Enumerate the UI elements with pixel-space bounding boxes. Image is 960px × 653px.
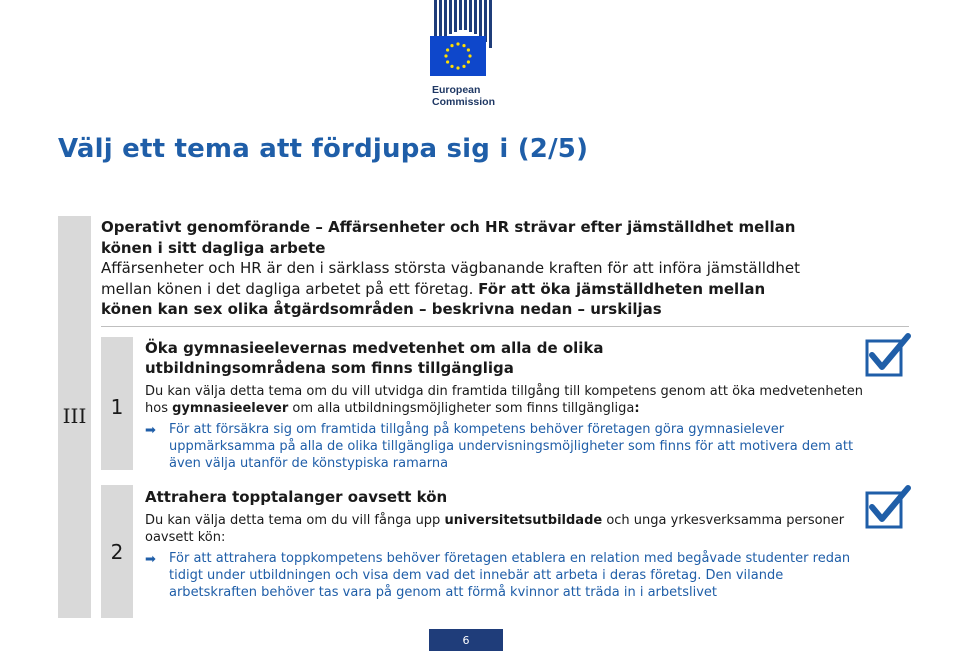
theme-item — [145, 338, 865, 472]
page-title: Välj ett tema att fördjupa sig i (2/5) — [58, 134, 589, 164]
item-title: Attrahera topptalanger oavsett kön — [145, 488, 448, 506]
section-numeral: III — [62, 404, 87, 428]
page-number: 6 — [429, 629, 503, 651]
theme-item — [145, 487, 865, 601]
intro-body-line1: Affärsenheter och HR är den i särklass största vägbanande kraften för att införa jämställdhet — [101, 259, 801, 277]
item-body: Du kan välja detta tema om du vill utvidga din framtida tillgång till kompetens genom att öka medvetenheten hos gymnasieelever om alla utbildningsmöjligheter som finns tillgängliga: — [145, 384, 863, 416]
arrow-right-icon: ➡ — [145, 423, 156, 438]
item-number: 2 — [110, 540, 124, 564]
intro-heading-line1: Operativt genomförande – Affärsenheter och HR strävar efter jämställdhet mellan — [101, 218, 796, 236]
item-title: Öka gymnasieelevernas medvetenhet om alla de olika utbildningsområdena som finns tillgängliga — [145, 339, 604, 377]
arrow-right-icon: ➡ — [145, 552, 156, 567]
item-bullet: ➡ För att försäkra sig om framtida tillgång på kompetens behöver företagen göra gymnasielever uppmärksamma på alla de olika tillgängliga undervisningsmöjligheter som finns för att motivera dem att även välja utanför de könstypiska ramarna — [145, 422, 854, 471]
item-bullet: ➡ För att attrahera toppkompetens behöver företagen etablera en relation med begåvade studenter redan tidigt under utbildningen och visa dem vad det innebär att arbeta i deras företag. Den vilande arbetskraften behöver tas vara på genom att förmå kvinnor att träda in i arbetslivet — [145, 551, 851, 600]
intro-body-line3: könen kan sex olika åtgärdsområden – beskrivna nedan – urskiljas — [101, 300, 662, 318]
intro-body-line2: mellan könen i det dagliga arbetet på ett företag. För att öka jämställdheten mellan — [101, 279, 766, 298]
item-body: Du kan välja detta tema om du vill fånga upp universitetsutbildade och unga yrkesverksamma personer oavsett kön: — [145, 513, 845, 545]
logo-wordmark: European Commission — [432, 84, 496, 108]
checkbox-checked-icon[interactable] — [864, 485, 912, 531]
intro-heading-line2: könen i sitt dagliga arbete — [101, 238, 326, 257]
divider — [101, 326, 909, 327]
item-number: 1 — [110, 395, 124, 419]
checkbox-checked-icon[interactable] — [864, 333, 912, 379]
intro-block — [101, 217, 931, 320]
